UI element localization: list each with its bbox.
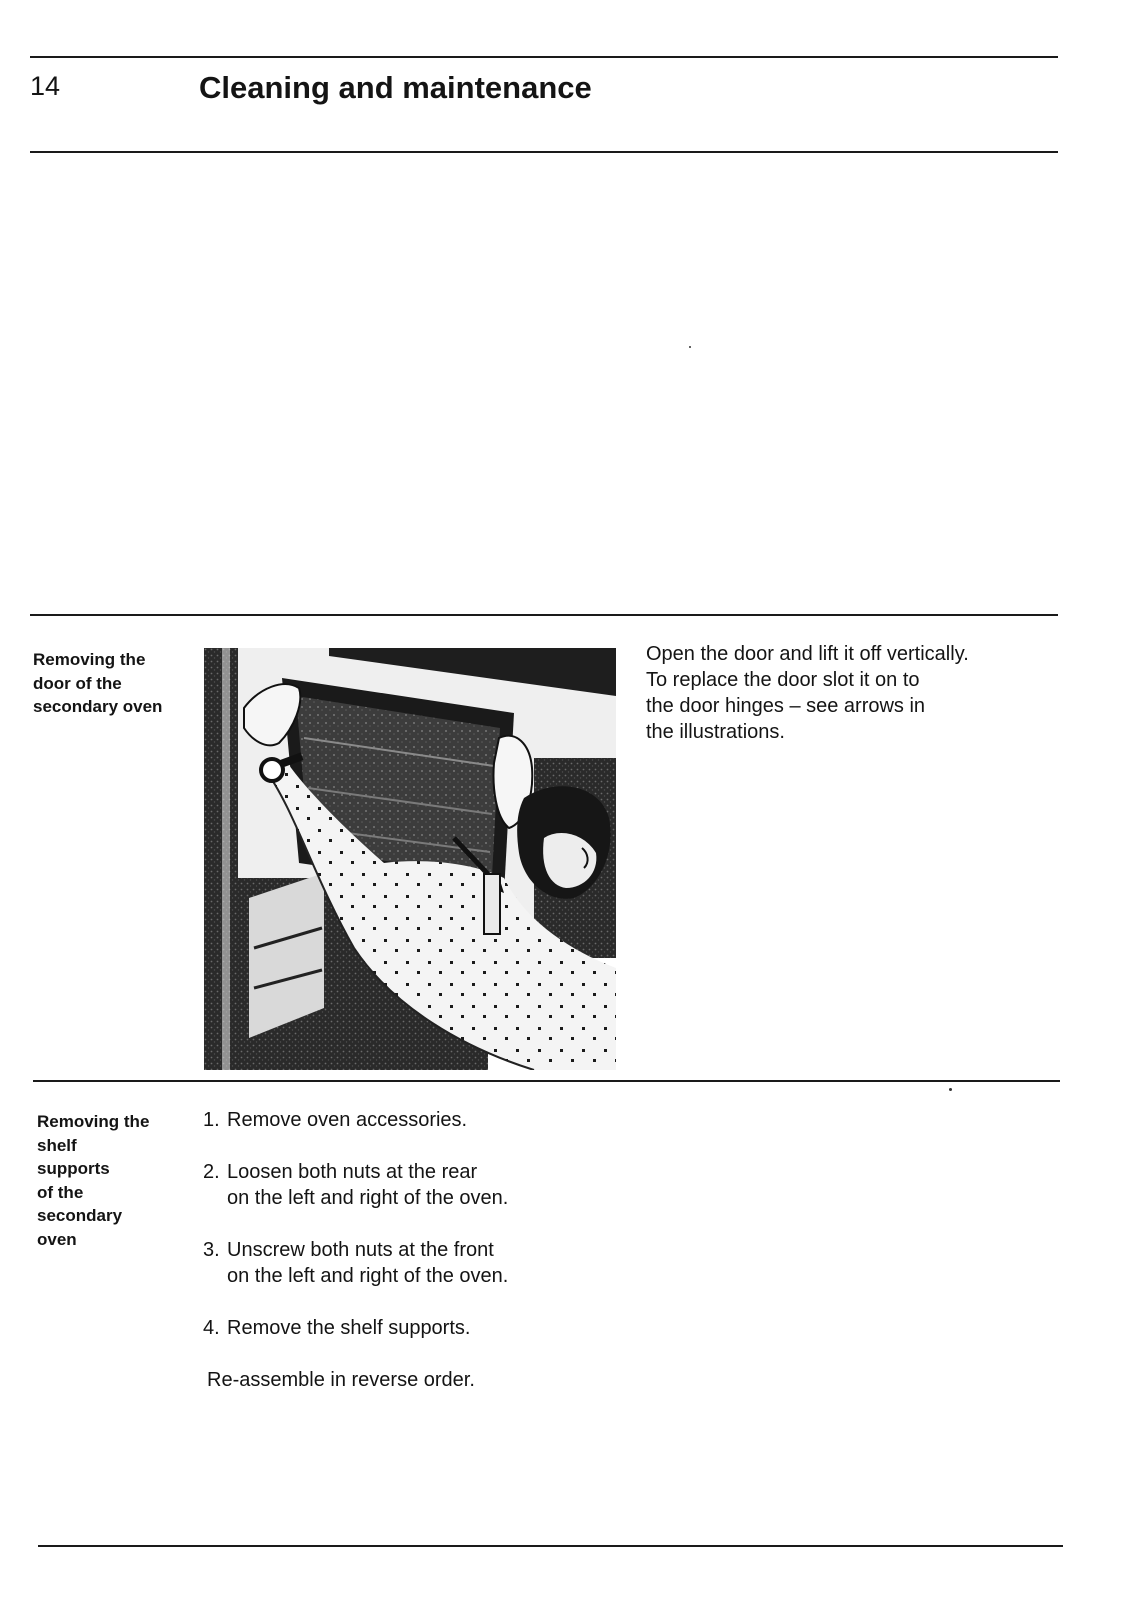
scan-speck (689, 346, 691, 348)
description-line: To replace the door slot it on to (646, 669, 920, 691)
step-text-continued: on the left and right of the oven. (227, 1187, 509, 1209)
page-number: 14 (30, 71, 61, 101)
step-text: Unscrew both nuts at the front (227, 1239, 494, 1261)
step-item (203, 1159, 508, 1211)
step-item (203, 1107, 508, 1133)
step-item (203, 1237, 508, 1289)
description-line: Open the door and lift it off vertically. (646, 643, 969, 665)
header-bottom-rule (30, 151, 1058, 153)
step-text-continued: on the left and right of the oven. (227, 1265, 509, 1287)
steps-list (203, 1107, 508, 1367)
section-label-door: Removing the door of the secondary oven (33, 650, 163, 716)
step-number: 3. (203, 1239, 220, 1261)
step-text: Remove oven accessories. (227, 1109, 468, 1131)
door-removal-illustration (204, 648, 616, 1070)
step-number: 1. (203, 1109, 220, 1131)
section-label-shelf: Removing the shelf supports of the secondary oven (37, 1112, 150, 1249)
step-number: 4. (203, 1317, 220, 1339)
footer-rule (38, 1545, 1063, 1547)
step-item (203, 1315, 508, 1341)
step-number: 2. (203, 1161, 220, 1183)
description-line: the door hinges – see arrows in (646, 695, 926, 717)
scan-speck (949, 1088, 952, 1091)
step-text: Remove the shelf supports. (227, 1317, 471, 1339)
step-text: Loosen both nuts at the rear (227, 1161, 478, 1183)
page-title: Cleaning and maintenance (199, 70, 592, 105)
header-top-rule (30, 56, 1058, 58)
section-door-top-rule (30, 614, 1058, 616)
description-line: the illustrations. (646, 721, 785, 743)
door-removal-description (646, 641, 1116, 745)
reassemble-note: Re-assemble in reverse order. (207, 1369, 475, 1391)
section-shelf-top-rule (33, 1080, 1060, 1082)
